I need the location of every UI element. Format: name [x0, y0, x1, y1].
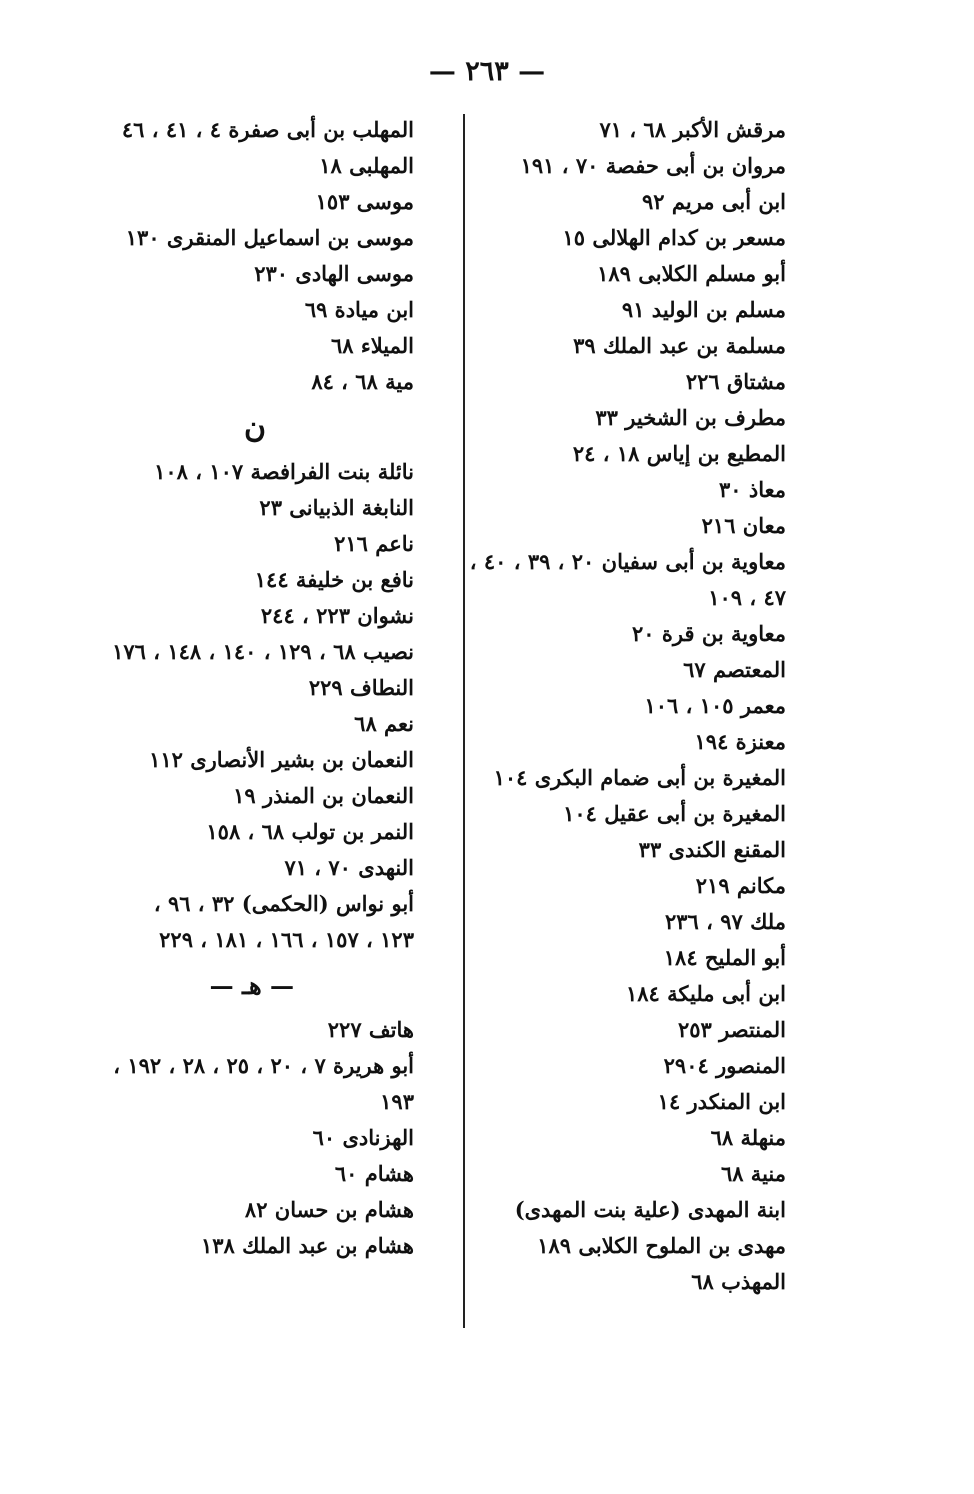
- index-entry: المغيرة بن أبى عقيل ١٠٤: [563, 801, 786, 826]
- index-entry: هشام بن عبد الملك ١٣٨: [200, 1233, 414, 1258]
- index-entry: معنزة ١٩٤: [694, 729, 786, 754]
- index-entry: نشوان ٢٢٣ ، ٢٤٤: [260, 603, 414, 628]
- index-entry: مية ٦٨ ، ٨٤: [311, 369, 414, 394]
- index-entry: مطرف بن الشخير ٣٣: [595, 405, 786, 430]
- index-entry: مسعر بن كدام الهلالى ١٥: [562, 225, 786, 250]
- index-entry: المهلب بن أبى صفرة ٤ ، ٤١ ، ٤٦: [121, 117, 414, 142]
- index-entry: مسلمة بن عبد الملك ٣٩: [573, 333, 786, 358]
- index-entry: النعمان بن بشير الأنصارى ١١٢: [149, 747, 414, 772]
- index-entry: مرقش الأكبر ٦٨ ، ٧١: [599, 117, 786, 142]
- index-entry: نعم ٦٨: [354, 711, 414, 736]
- index-entry: معاوية بن قرة ٢٠: [632, 621, 786, 646]
- index-entry-continuation: ٤٧ ، ١٠٩: [708, 585, 786, 610]
- index-entry: ناعم ٢١٦: [334, 531, 414, 556]
- index-entry: هشام بن حسان ٨٢: [244, 1197, 414, 1222]
- index-entry: نافع بن خليفة ١٤٤: [254, 567, 414, 592]
- index-entry-continuation: ١٢٣ ، ١٥٧ ، ١٦٦ ، ١٨١ ، ٢٢٩: [159, 927, 414, 952]
- index-entry: موسى الهادى ٢٣٠: [254, 261, 414, 286]
- page-number: — ٢٦٣ —: [428, 56, 546, 87]
- index-entry: أبو هريرة ٧ ، ٢٠ ، ٢٥ ، ٢٨ ، ١٩٢ ،: [113, 1053, 414, 1078]
- index-entry: مكانم ٢١٩: [695, 873, 786, 898]
- index-entry: المطيع بن إياس ١٨ ، ٢٤: [572, 441, 786, 466]
- index-entry: معاوية بن أبى سفيان ٢٠ ، ٣٩ ، ٤٠ ،: [469, 549, 786, 574]
- index-entry: نصيب ٦٨ ، ١٢٩ ، ١٤٠ ، ١٤٨ ، ١٧٦: [112, 639, 414, 664]
- index-entry: هشام ٦٠: [334, 1161, 414, 1186]
- index-entry: النطاف ٢٢٩: [308, 675, 414, 700]
- index-entry: ابن أبى مليكة ١٨٤: [625, 981, 786, 1006]
- index-entry: أبو المليح ١٨٤: [663, 945, 786, 970]
- index-entry: النهدى ٧٠ ، ٧١: [284, 855, 414, 880]
- index-entry: النمر بن تولب ٦٨ ، ١٥٨: [206, 819, 414, 844]
- index-entry: منهلة ٦٨: [710, 1125, 786, 1150]
- section-header-nun: ن: [243, 410, 266, 445]
- index-entry: معمر ١٠٥ ، ١٠٦: [644, 693, 786, 718]
- index-entry: هاتف ٢٢٧: [327, 1017, 414, 1042]
- index-entry: المنتصر ٢٥٣: [678, 1017, 786, 1042]
- index-entry: ابن ميادة ٦٩: [304, 297, 414, 322]
- index-entry: الهزنادى ٦٠: [312, 1125, 414, 1150]
- index-entry: أبو نواس (الحكمى) ٣٢ ، ٩٦ ،: [153, 891, 414, 916]
- section-header-ha: — هـ —: [209, 971, 294, 1000]
- index-entry-continuation: ١٩٣: [380, 1089, 414, 1114]
- index-entry: موسى بن اسماعيل المنقرى ١٣٠: [125, 225, 414, 250]
- index-entry: النعمان بن المنذر ١٩: [233, 783, 414, 808]
- index-entry: المغيرة بن أبى ضمام البكرى ١٠٤: [493, 765, 786, 790]
- index-entry: النابغة الذبيانى ٢٣: [259, 495, 414, 520]
- index-entry: المهلبى ١٨: [319, 153, 414, 178]
- index-column-right: [470, 112, 786, 1300]
- column-divider: [463, 114, 465, 1328]
- index-entry: مهدى بن الملوح الكلابى ١٨٩: [537, 1233, 786, 1258]
- index-entry: ملك ٩٧ ، ٢٣٦: [664, 909, 786, 934]
- index-entry: ابنة المهدى (علية بنت المهدى): [514, 1197, 786, 1222]
- index-entry: مسلم بن الوليد ٩١: [621, 297, 786, 322]
- index-entry: منية ٦٨: [720, 1161, 786, 1186]
- index-entry: معاذ ٣٠: [718, 477, 786, 502]
- index-entry: معان ٢١٦: [701, 513, 786, 538]
- index-entry: ابن أبى مريم ٩٢: [642, 189, 786, 214]
- index-entry: ابن المنكدر ١٤: [657, 1089, 786, 1114]
- index-entry: مشتاق ٢٢٦: [685, 369, 786, 394]
- index-entry: المنصور ٢٩٠٤: [663, 1053, 786, 1078]
- index-entry: مروان بن أبى حفصة ٧٠ ، ١٩١: [520, 153, 786, 178]
- index-entry: أبو مسلم الكلابى ١٨٩: [597, 261, 786, 286]
- index-column-left: [96, 112, 414, 1264]
- index-entry: موسى ١٥٣: [315, 189, 414, 214]
- index-entry: نائلة بنت الفرافصة ١٠٧ ، ١٠٨: [154, 459, 414, 484]
- index-entry: المهذب ٦٨: [691, 1269, 786, 1294]
- index-entry: المقنع الكندى ٣٣: [638, 837, 786, 862]
- index-entry: المعتصم ٦٧: [683, 657, 786, 682]
- index-entry: الميلاء ٦٨: [331, 333, 414, 358]
